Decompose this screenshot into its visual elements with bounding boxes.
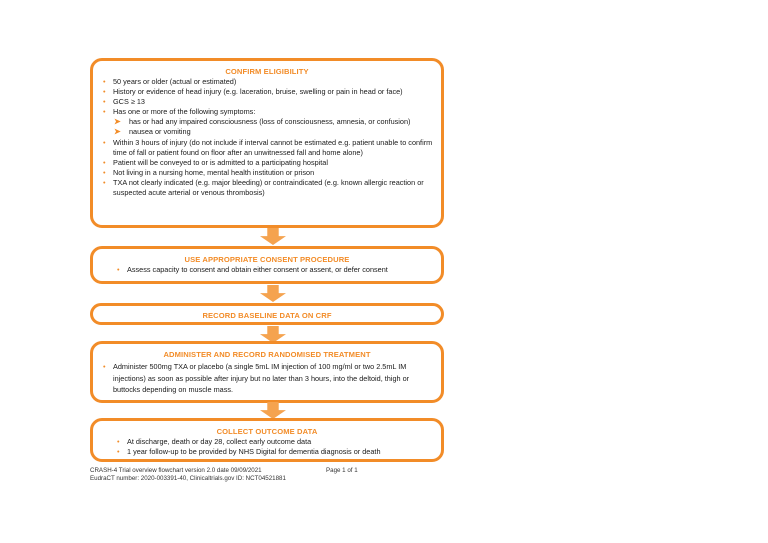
- treatment-title: ADMINISTER AND RECORD RANDOMISED TREATMENT: [163, 350, 371, 359]
- eligibility-item: • 50 years or older (actual or estimated): [101, 77, 433, 87]
- outcome-list: [101, 437, 433, 457]
- eligibility-title: CONFIRM ELIGIBILITY: [225, 67, 309, 76]
- footer-version: CRASH-4 Trial overview flowchart version 2.0 date 09/09/2021: [90, 467, 262, 474]
- chevron-right-icon: ➤: [114, 127, 121, 137]
- eligibility-item: • Not living in a nursing home, mental health institution or prison: [101, 168, 433, 178]
- consent-item: • Assess capacity to consent and obtain either consent or assent, or defer consent: [115, 265, 433, 275]
- down-arrow-icon: [260, 402, 286, 419]
- treatment-box: [90, 341, 444, 403]
- footer-ids: EudraCT number: 2020-003391-40, Clinicaltrials.gov ID: NCT04521881: [90, 475, 286, 482]
- consent-list: [101, 265, 433, 275]
- symptom-text: has or had any impaired consciousness (loss of consciousness, amnesia, or confusion): [129, 117, 411, 127]
- eligibility-list: [101, 77, 433, 198]
- footer-page: Page 1 of 1: [326, 467, 358, 474]
- down-arrow-icon: [260, 228, 286, 245]
- outcome-title: COLLECT OUTCOME DATA: [216, 427, 318, 436]
- outcome-item: • 1 year follow-up to be provided by NHS Digital for dementia diagnosis or death: [115, 447, 433, 457]
- treatment-item: • Administer 500mg TXA or placebo (a single 5mL IM injection of 100 mg/ml or two 2.5mL IM injections) as soon as possible after injury but no later than 3 hours, into the deltoid, thigh or buttocks depending on muscle mass.: [101, 361, 433, 396]
- footer: [90, 467, 390, 483]
- baseline-title: RECORD BASELINE DATA ON CRF: [202, 311, 332, 320]
- eligibility-box: [90, 58, 444, 228]
- eligibility-item: • Patient will be conveyed to or is admitted to a participating hospital: [101, 158, 433, 168]
- symptom-item: [101, 117, 433, 127]
- eligibility-item: • History or evidence of head injury (e.g. laceration, bruise, swelling or pain in head or face): [101, 87, 433, 97]
- consent-box: [90, 246, 444, 284]
- chevron-right-icon: ➤: [114, 117, 121, 127]
- down-arrow-icon: [260, 285, 286, 302]
- eligibility-item: • Within 3 hours of injury (do not include if interval cannot be estimated e.g. patient unable to confirm time of fall or patient found on floor after an unwitnessed fall and home alone): [101, 138, 433, 158]
- eligibility-item: • TXA not clearly indicated (e.g. major bleeding) or contraindicated (e.g. known allergic reaction or suspected acute arterial or venous thrombosis): [101, 178, 433, 198]
- eligibility-item-text: Has one or more of the following symptoms:: [113, 107, 256, 117]
- treatment-list: [101, 361, 433, 396]
- baseline-box: [90, 303, 444, 325]
- symptom-text: nausea or vomiting: [129, 127, 191, 137]
- outcome-box: [90, 418, 444, 462]
- eligibility-item: • GCS ≥ 13: [101, 97, 433, 107]
- symptom-item: [101, 127, 433, 137]
- consent-title: USE APPROPRIATE CONSENT PROCEDURE: [184, 255, 350, 264]
- outcome-item: • At discharge, death or day 28, collect early outcome data: [115, 437, 433, 447]
- symptom-list: [101, 117, 433, 137]
- eligibility-item: [101, 107, 433, 137]
